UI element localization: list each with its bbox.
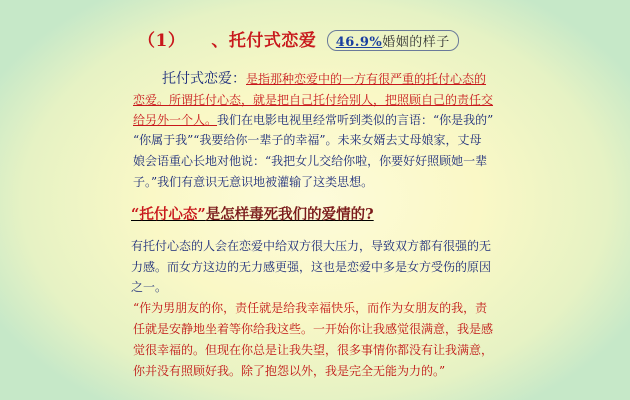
subheading <box>131 203 374 224</box>
quote-line-1: “作为男朋友的你，责任就是给我幸福快乐，而作为女朋友的我，责 <box>133 301 488 315</box>
stat-text: 婚姻的样子 <box>382 35 450 50</box>
definition-line-2: 恋爱。所谓托付心态，就是把自己托付给别人，把照顾自己的责任交 <box>133 93 494 107</box>
stat-badge <box>327 30 459 51</box>
quote-line-3: 觉很幸福的。但现在你总是让我失望，很多事情你都没有让我满意， <box>133 343 494 357</box>
definition-line-3 <box>133 111 493 130</box>
subheading-rest: 是怎样毒死我们的爱情的? <box>205 206 374 223</box>
definition-line-6: 子。”我们有意识无意识地被灌输了这类思想。 <box>133 175 374 189</box>
paragraph-line-1: 有托付心态的人会在恋爱中给双方很大压力，导致双方都有很强的无 <box>131 239 492 253</box>
definition-tail: 我们在电影电视里经常听到类似的言语：“你是我的” <box>217 113 494 127</box>
section-heading <box>138 26 459 51</box>
definition-term: 托付式恋爱： <box>162 71 246 87</box>
paragraph-line-2: 力感。而女方这边的无力感更强，这也是恋爱中多是女方受伤的原因 <box>131 260 492 274</box>
definition-line-1 <box>162 70 486 89</box>
heading-number: （1） <box>138 31 186 51</box>
definition-text-3: 给另外一个人。 <box>133 113 218 127</box>
paragraph-line-3: 之一。 <box>131 280 168 294</box>
stat-percent: 46.9% <box>335 35 383 50</box>
definition-line-5: 娘会语重心长地对他说：“我把女儿交给你啦，你要好好照顾她一辈 <box>133 154 488 168</box>
quote-line-2: 任就是安静地坐着等你给我这些。一开始你让我感觉很满意，我是感 <box>133 322 494 336</box>
heading-title: 托付式恋爱 <box>228 31 317 51</box>
definition-text-1: 是指那种恋爱中的一方有很严重的托付心态的 <box>246 72 487 86</box>
heading-separator: 、 <box>211 31 229 51</box>
subheading-quoted: “托付心态” <box>131 206 206 223</box>
quote-line-4: 你并没有照顾好我。除了抱怨以外，我是完全无能为力的。” <box>133 364 446 378</box>
definition-line-4: “你属于我”“我要给你一辈子的幸福”。未来女婿去丈母娘家，丈母 <box>133 133 482 147</box>
